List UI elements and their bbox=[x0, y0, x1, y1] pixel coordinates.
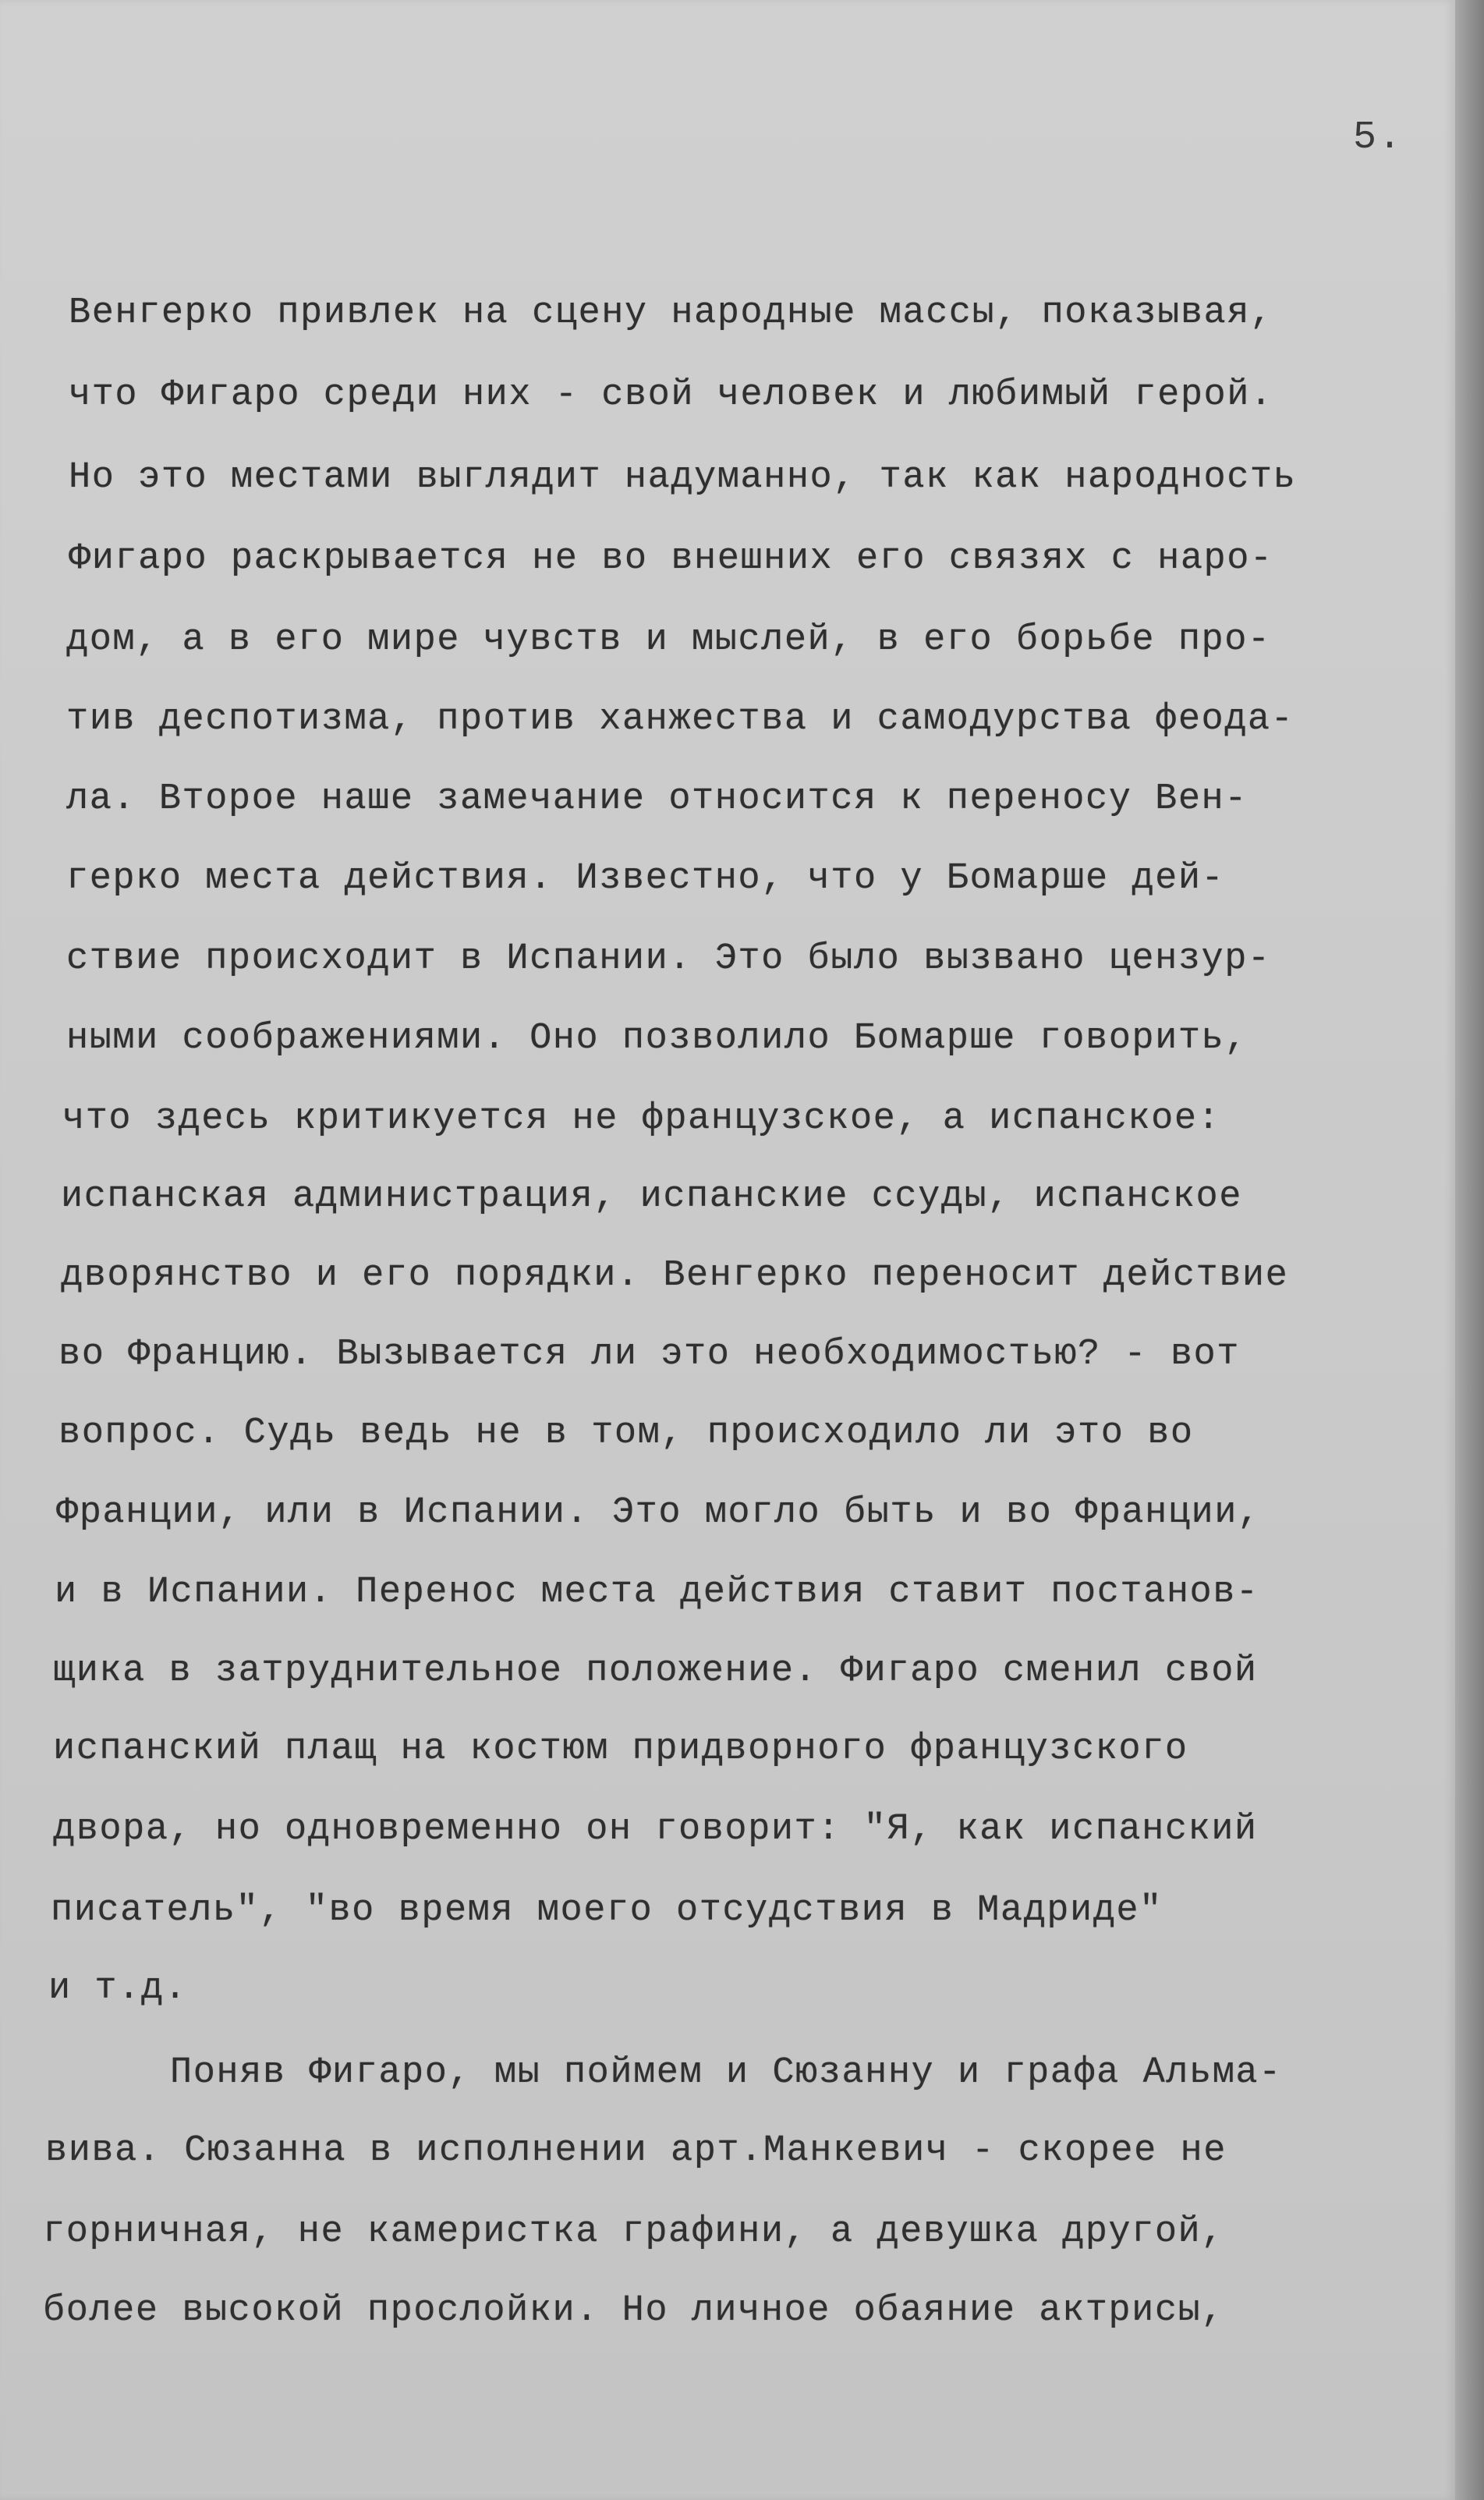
page-edge-shadow bbox=[1455, 0, 1484, 2500]
text-line: Но это местами выглядит надуманно, так как народность bbox=[69, 457, 1297, 498]
page-number: 5. bbox=[1353, 115, 1404, 160]
text-line: вива. Сюзанна в исполнении арт.Манкевич - скорее не bbox=[45, 2130, 1227, 2172]
text-line: испанская администрация, испанские ссуды, испанское bbox=[61, 1176, 1242, 1218]
text-line: во Францию. Вызывается ли это необходимостью? - вот bbox=[58, 1334, 1240, 1375]
text-line: дом, а в его мире чувств и мыслей, в его борьбе про- bbox=[66, 619, 1271, 661]
text-line: горничная, не камеристка графини, а девушка другой, bbox=[43, 2211, 1224, 2253]
text-line: Поняв Фигаро, мы поймем и Сюзанну и графа Альма- bbox=[170, 2052, 1282, 2094]
text-line: Фигаро раскрывается не во внешних его связях с наро- bbox=[69, 538, 1273, 580]
text-line: Франции, или в Испании. Это могло быть и во Франции, bbox=[56, 1492, 1261, 1534]
text-line: и в Испании. Перенос места действия ставит постанов- bbox=[55, 1572, 1259, 1613]
text-line: герко места действия. Известно, что у Бомарше дей- bbox=[66, 858, 1225, 899]
text-line: и т.д. bbox=[48, 1968, 188, 2009]
text-line: ствие происходит в Испании. Это было вызвано цензур- bbox=[66, 938, 1271, 980]
text-line: испанский плащ на костюм придворного французского bbox=[53, 1729, 1188, 1770]
text-line: более высокой прослойки. Но личное обаяние актрисы, bbox=[43, 2290, 1224, 2332]
text-line: Венгерко привлек на сцену народные массы, показывая, bbox=[69, 293, 1273, 334]
text-line: ла. Второе наше замечание относится к переносу Вен- bbox=[66, 778, 1248, 820]
text-line: двора, но одновременно он говорит: "Я, как испанский bbox=[53, 1809, 1258, 1850]
text-line: писатель", "во время моего отсудствия в Мадриде" bbox=[51, 1890, 1163, 1931]
text-line: щика в затруднительное положение. Фигаро сменил свой bbox=[53, 1651, 1258, 1692]
text-line: тив деспотизма, против ханжества и самодурства феода- bbox=[66, 699, 1295, 740]
text-line: дворянство и его порядки. Венгерко переносит действие bbox=[61, 1255, 1289, 1296]
text-line: что Фигаро среди них - свой человек и любимый герой. bbox=[69, 374, 1273, 416]
text-line: что здесь критикуется не французское, а испанское: bbox=[62, 1098, 1221, 1140]
text-line: ными соображениями. Оно позволило Бомарше говорить, bbox=[66, 1018, 1248, 1059]
text-line: вопрос. Судь ведь не в том, происходило ли это во bbox=[58, 1413, 1194, 1454]
